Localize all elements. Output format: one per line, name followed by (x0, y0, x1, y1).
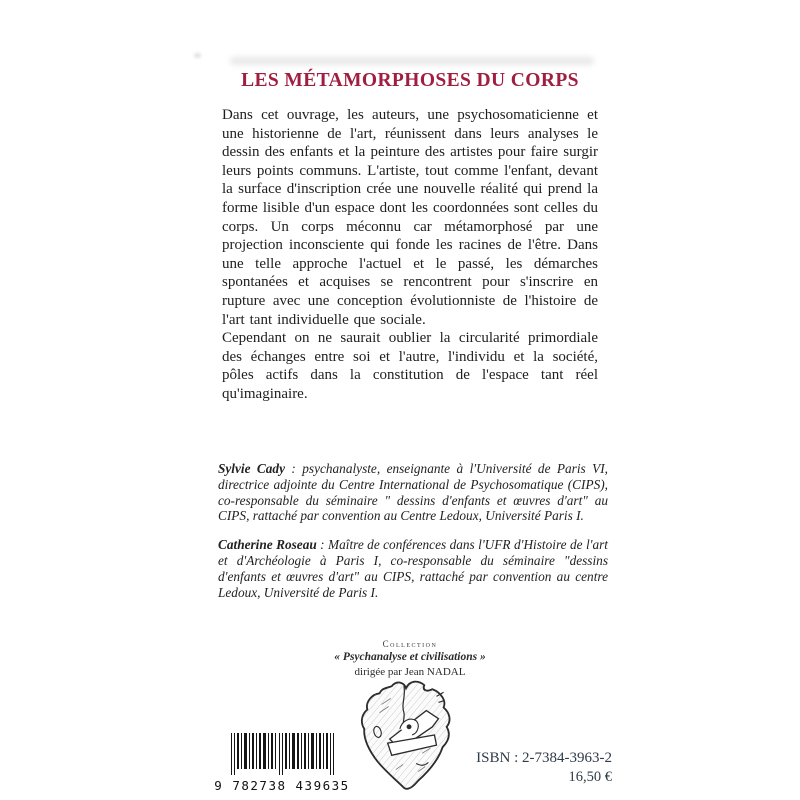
barcode-digits: 9 782738 439635 (214, 778, 350, 793)
synopsis-paragraph-2: Cependant on ne saurait oublier la circularité primordiale des échanges entre soi et l'autre, l'individu et la société, pôles actifs dans la constitution de l'espace tant réel qu'imaginaire. (222, 330, 598, 402)
collection-director: dirigée par Jean NADAL (354, 666, 466, 678)
scan-artifact-band (230, 57, 594, 65)
scan-artifact-speck (194, 53, 201, 58)
collection-label: Collection (382, 639, 438, 649)
isbn-price-block (476, 749, 612, 787)
collection-series-name: « Psychanalyse et civilisations » (334, 651, 486, 663)
synopsis (222, 106, 598, 404)
author-name-catherine-roseau: Catherine Roseau (218, 537, 317, 553)
anatomical-heart-sketch (350, 676, 464, 798)
author-bio-text: : Maître de conférences dans l'UFR d'Histoire de l'art et d'Archéologie à Paris I, co-responsable du séminaire "dessins d'enfants et œuvres d'art" au CIPS, rattaché par convention au centre Ledoux, Université de Paris I. (218, 537, 608, 600)
book-title: LES MÉTAMORPHOSES DU CORPS (241, 70, 579, 91)
price: 16,50 € (568, 769, 612, 785)
isbn: ISBN : 2-7384-3963-2 (476, 750, 612, 766)
collection-block (222, 639, 598, 678)
author-bios (218, 461, 608, 600)
author-bio-catherine-roseau (218, 537, 608, 600)
synopsis-paragraph-1: Dans cet ouvrage, les auteurs, une psychosomaticienne et une historienne de l'art, réunissent dans leurs analyses le dessin des enfants et la peinture des artistes pour faire surgir leurs points communs. L'artiste, tout comme l'enfant, devant la surface d'inscription crée une nouvelle réalité qui prend la forme lisible d'un espace dont les coordonnées sont celles du corps. Un corps méconnu car métamorphosé par une projection inconsciente qui fonde les racines de l'être. Dans une telle approche l'actuel et le passé, les démarches spontanées et acquises se rencontrent pour s'inscrire en rupture avec une conception évolutionniste de l'histoire de l'art tant individuelle que sociale. (222, 107, 598, 328)
author-name-sylvie-cady: Sylvie Cady (218, 461, 285, 476)
author-bio-text: : psychanalyste, enseignante à l'Université de Paris VI, directrice adjointe du Centre International de Psychosomatique (CIPS), co-responsable du séminaire " dessins d'enfants et œuvres d'art" au CIPS, rattaché par convention au Centre Ledoux, Université Paris I. (218, 461, 608, 524)
author-bio-sylvie-cady (218, 461, 608, 524)
barcode (213, 733, 351, 795)
barcode-bars (213, 733, 351, 779)
